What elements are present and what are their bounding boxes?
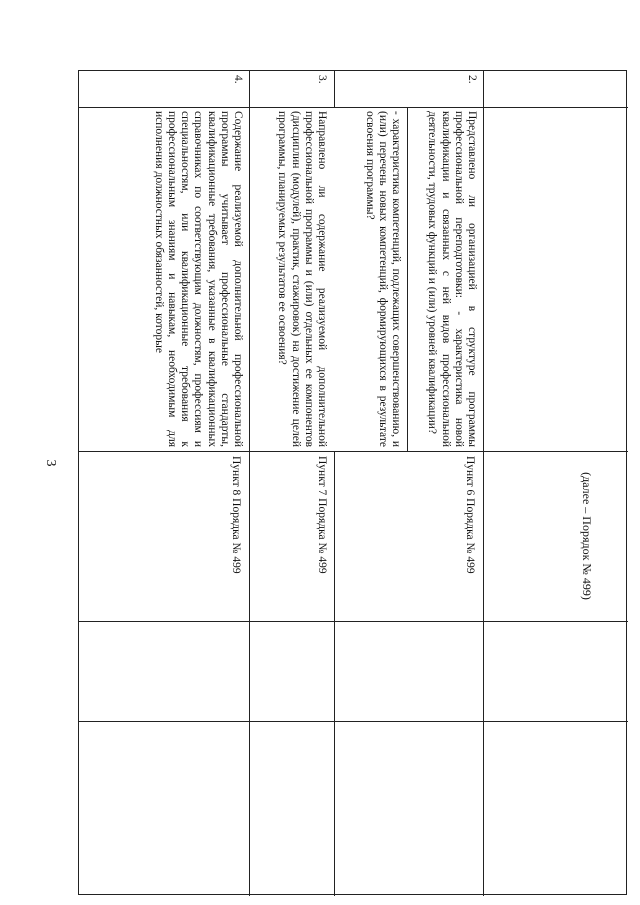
col-divider-2 [79,451,628,452]
row-4-number: 4. [232,75,244,84]
row-2-question-a: Представлено ли организацией в структуре программы профессиональной переподготовки: - характеристика новой квалификации и связанных с ней видов профессиональной деятельности, трудовых функций и (или) уровней квалификации? [426,111,478,447]
row-2-reference: Пункт 6 Порядка № 499 [464,456,476,574]
row-divider-3 [249,71,250,896]
header-note: (далее – Порядок № 499) [580,472,594,600]
row-divider-2b [334,451,335,896]
col-divider-1 [79,107,628,108]
col-divider-4 [79,721,628,722]
page-number: 3 [43,459,58,467]
row-3-number: 3. [316,75,328,84]
row-4-question: Содержание реализуемой дополнительной профессиональной программы учитывает профессиональные стандарты, квалификационные требования, указанные в квалификационных справочниках по соответствующим должностям, профессиям и специальностям, или квалификационные требования к профессиональным знаниям и навыкам, необходимым для исполнения должностных обязанностей, которые [152,111,244,447]
row-3-reference: Пункт 7 Порядка № 499 [316,456,328,574]
checklist-table [78,70,627,895]
row-divider-2a [334,71,335,107]
row-subdivider [407,107,408,451]
table-rotated-content [79,71,628,896]
row-3-question: Направлено ли содержание реализуемой дополнительной профессиональной программы и (или) отдельных ее компонентов (дисциплин (модулей), практик, стажировок) на достижение целей программы, планируемых результатов ее освоения? [276,111,328,447]
row-4-reference: Пункт 8 Порядка № 499 [230,456,242,574]
col-divider-3 [79,621,628,622]
row-divider-1 [483,71,484,896]
row-2-question-b: - характеристика компетенций, подлежащих совершенствованию, и (или) перечень новых компетенций, формирующихся в результате освоения программы? [363,111,402,447]
row-2-number: 2. [466,75,478,84]
